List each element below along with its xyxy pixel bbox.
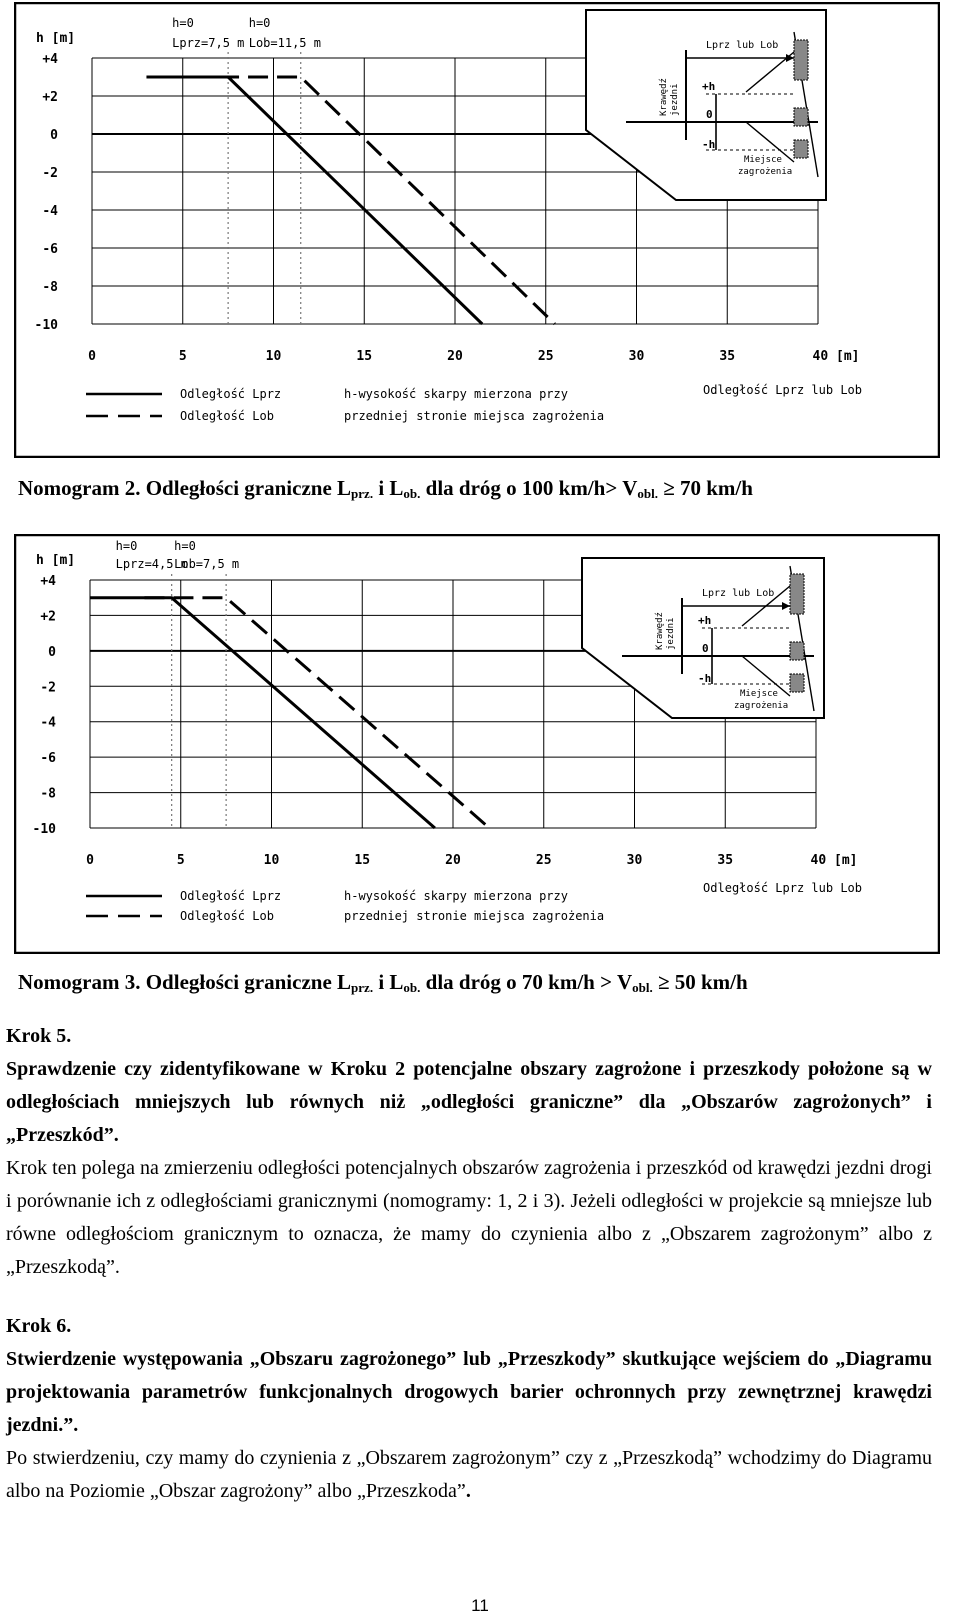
y-tick-label: -6 bbox=[40, 751, 56, 767]
y-tick-label: -8 bbox=[40, 786, 56, 802]
legend-note-1: h-wysokość skarpy mierzona przy bbox=[344, 387, 568, 401]
y-tick-label: -6 bbox=[42, 242, 58, 257]
x-tick-label: 40 [m] bbox=[812, 349, 860, 364]
step-5-section bbox=[6, 1020, 932, 1284]
x-tick-label: 25 bbox=[535, 853, 552, 868]
step-6-section bbox=[6, 1310, 932, 1508]
x-tick-label: 30 bbox=[626, 853, 643, 868]
step-6-heading: Stwierdzenie występowania „Obszaru zagrożonego” lub „Przeszkody” skutkujące wejściem do „Diagramu projektowania parametrów funkcjonalnych drogowych barier ochronnych przy zewnętrznej krawędzi jezdni.”. bbox=[6, 1348, 932, 1436]
step-6-body-end: . bbox=[465, 1480, 471, 1502]
x-tick-label: 15 bbox=[356, 349, 373, 364]
annotation-distance: Lob=7,5 m bbox=[174, 557, 240, 571]
legend-note-1: h-wysokość skarpy mierzona przy bbox=[344, 889, 568, 903]
caption-text: dla dróg o 70 km/h > V bbox=[420, 970, 633, 994]
inset-plus-h: +h bbox=[702, 80, 716, 93]
inset-minus-h: -h bbox=[702, 138, 716, 151]
inset-obstacle bbox=[790, 574, 804, 614]
inset-edge-label: Krawędź bbox=[655, 612, 665, 650]
x-axis-label: Odległość Lprz lub Lob bbox=[703, 383, 862, 397]
x-tick-label: 0 bbox=[88, 349, 96, 364]
page-number: 11 bbox=[471, 1596, 489, 1615]
x-tick-label: 25 bbox=[537, 349, 554, 364]
nomogram-2 bbox=[14, 2, 940, 458]
nomogram-3 bbox=[14, 534, 940, 954]
x-tick-label: 35 bbox=[717, 853, 734, 868]
inset-obstacle bbox=[794, 108, 808, 126]
y-tick-label: -10 bbox=[32, 822, 56, 837]
x-tick-label: 20 bbox=[447, 349, 463, 364]
caption-sub: obl. bbox=[632, 980, 653, 995]
annotation-h0: h=0 bbox=[172, 16, 194, 30]
y-tick-label: +4 bbox=[40, 574, 56, 589]
inset-place-label: Miejsce bbox=[744, 155, 782, 165]
inset-top-label: Lprz lub Lob bbox=[702, 588, 775, 599]
x-tick-label: 5 bbox=[176, 853, 185, 868]
legend-lob-label: Odległość Lob bbox=[180, 909, 274, 923]
step-6-body-text: Po stwierdzeniu, czy mamy do czynienia z „Obszarem zagrożonym” czy z „Przeszkodą” wchodzimy do Diagramu albo na Poziomie „Obszar zagrożony” albo „Przeszkoda” bbox=[6, 1447, 932, 1502]
caption-text: i L bbox=[373, 970, 404, 994]
caption-sub: prz. bbox=[351, 980, 374, 995]
inset-zero: 0 bbox=[702, 642, 709, 655]
x-tick-label: 40 [m] bbox=[810, 853, 858, 868]
legend-lob-label: Odległość Lob bbox=[180, 409, 274, 423]
nomogram-2-caption bbox=[18, 476, 753, 502]
caption-text: ≥ 70 km/h bbox=[657, 476, 753, 500]
y-axis-label: h [m] bbox=[36, 31, 76, 46]
y-tick-label: +4 bbox=[42, 52, 58, 67]
inset-place-label: Miejsce bbox=[740, 689, 778, 699]
caption-text: Nomogram 2. Odległości graniczne L bbox=[18, 476, 352, 500]
inset-obstacle bbox=[794, 140, 808, 158]
y-tick-label: -2 bbox=[40, 680, 56, 696]
legend-lprz-label: Odległość Lprz bbox=[180, 387, 282, 401]
legend-note-2: przedniej stronie miejsca zagrożenia bbox=[344, 409, 605, 423]
annotation-h0: h=0 bbox=[174, 539, 196, 553]
step-5-body: Krok ten polega na zmierzeniu odległości potencjalnych obszarów zagrożenia i przeszkód od krawędzi jezdni drogi i porównanie ich z odległościami granicznymi (nomogramy: 1, 2 i 3). Jeżeli odległości w projekcie są mniejsze lub równe odległościom granicznym to oznacza, że mamy do czynienia albo z „Obszarem zagrożonym” albo z „Przeszkodą”. bbox=[6, 1157, 932, 1278]
inset-zero: 0 bbox=[706, 108, 713, 121]
caption-text: Nomogram 3. Odległości graniczne L bbox=[18, 970, 352, 994]
caption-text: dla dróg o 100 km/h> V bbox=[420, 476, 638, 500]
x-tick-label: 20 bbox=[445, 853, 461, 868]
y-tick-label: -2 bbox=[42, 166, 58, 181]
y-tick-label: -10 bbox=[34, 318, 58, 333]
inset-obstacle bbox=[790, 642, 804, 660]
nomogram-3-chart bbox=[14, 534, 940, 954]
inset-edge-label: jezdni bbox=[670, 83, 680, 116]
inset-obstacle bbox=[790, 674, 804, 692]
inset-edge-label: jezdni bbox=[666, 617, 676, 650]
step-6-body bbox=[6, 1442, 932, 1508]
caption-sub: ob. bbox=[403, 980, 421, 995]
y-tick-label: 0 bbox=[50, 128, 58, 143]
x-tick-label: 0 bbox=[86, 853, 94, 868]
step-6-title: Krok 6. bbox=[6, 1315, 72, 1337]
caption-sub: obl. bbox=[637, 486, 658, 501]
inset-edge-label: Krawędź bbox=[659, 78, 669, 116]
x-tick-label: 10 bbox=[265, 349, 282, 364]
caption-text: i L bbox=[373, 476, 404, 500]
inset-plus-h: +h bbox=[698, 614, 712, 627]
y-axis-label: h [m] bbox=[36, 553, 76, 568]
y-tick-label: +2 bbox=[42, 90, 58, 105]
annotation-h0: h=0 bbox=[115, 539, 138, 553]
caption-sub: ob. bbox=[403, 486, 421, 501]
annotation-distance: Lob=11,5 m bbox=[248, 36, 321, 50]
step-5-heading: Sprawdzenie czy zidentyfikowane w Kroku 2 potencjalne obszary zagrożone i przeszkody położone są w odległościach mniejszych lub równych niż „odległości graniczne” dla „Obszarów zagrożonych” i „Przeszkód”. bbox=[6, 1058, 932, 1146]
y-tick-label: +2 bbox=[40, 609, 56, 625]
x-tick-label: 5 bbox=[178, 349, 187, 364]
nomogram-3-caption bbox=[18, 970, 748, 996]
x-tick-label: 30 bbox=[628, 349, 645, 364]
inset-obstacle bbox=[794, 40, 808, 80]
annotation-distance: Lprz=4,5 m bbox=[115, 557, 188, 571]
step-5-title: Krok 5. bbox=[6, 1025, 72, 1047]
y-tick-label: 0 bbox=[48, 644, 56, 660]
x-tick-label: 35 bbox=[719, 349, 736, 364]
legend-lprz-label: Odległość Lprz bbox=[180, 889, 282, 903]
caption-text: ≥ 50 km/h bbox=[652, 970, 748, 994]
annotation-distance: Lprz=7,5 m bbox=[172, 36, 245, 50]
x-tick-label: 15 bbox=[354, 853, 371, 868]
legend-note-2: przedniej stronie miejsca zagrożenia bbox=[344, 909, 605, 923]
inset-top-label: Lprz lub Lob bbox=[706, 40, 779, 51]
inset-minus-h: -h bbox=[698, 672, 712, 685]
inset-place-label: zagrożenia bbox=[738, 167, 793, 177]
annotation-h0: h=0 bbox=[248, 16, 271, 30]
x-axis-label: Odległość Lprz lub Lob bbox=[703, 881, 862, 895]
inset-place-label: zagrożenia bbox=[734, 701, 789, 711]
caption-sub: prz. bbox=[351, 486, 374, 501]
y-tick-label: -8 bbox=[42, 280, 58, 295]
nomogram-2-chart bbox=[14, 2, 940, 458]
x-tick-label: 10 bbox=[263, 853, 280, 868]
y-tick-label: -4 bbox=[42, 204, 58, 219]
y-tick-label: -4 bbox=[40, 715, 56, 731]
